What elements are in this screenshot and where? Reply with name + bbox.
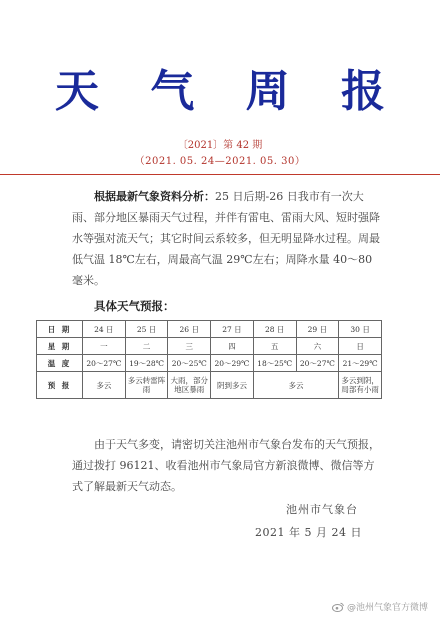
table-cell: 20～29℃ <box>211 355 254 372</box>
notice-paragraph: 由于天气多变，请密切关注池州市气象台发布的天气预报，通过拨打 96121、收看池州市气象局官方新浪微博、微信等方式了解最新天气动态。 <box>72 438 380 493</box>
table-cell: 27 日 <box>211 321 254 338</box>
watermark-text: @池州气象官方微博 <box>346 603 428 613</box>
table-cell: 30 日 <box>339 321 382 338</box>
table-cell: 25 日 <box>125 321 168 338</box>
table-cell: 28 日 <box>253 321 296 338</box>
table-cell: 大雨，部分地区暴雨 <box>168 372 211 399</box>
signature-date: 2021 年 5 月 24 日 <box>255 526 362 539</box>
header-divider <box>0 174 440 175</box>
row-label-temperature: 温 度 <box>37 355 83 372</box>
weibo-icon <box>332 602 344 612</box>
table-cell: 多云转雷阵雨 <box>125 372 168 399</box>
table-cell: 四 <box>211 338 254 355</box>
table-cell: 五 <box>253 338 296 355</box>
table-cell: 24 日 <box>83 321 126 338</box>
issue-number: 〔2021〕第 42 期 <box>177 140 263 151</box>
table-cell-merged: 多云 <box>253 372 338 399</box>
table-row-date <box>37 321 382 338</box>
row-label-forecast: 预 报 <box>37 372 83 399</box>
summary-paragraph <box>72 186 382 291</box>
row-label-date: 日 期 <box>37 321 83 338</box>
signature-org: 池州市气象台 <box>286 503 358 516</box>
row-label-weekday: 星 期 <box>37 338 83 355</box>
table-cell: 26 日 <box>168 321 211 338</box>
table-cell: 20～27℃ <box>83 355 126 372</box>
summary-text: 25 日后期-26 日我市有一次大雨、部分地区暴雨天气过程，并伴有雷电、雷雨大风、短时强降水等强对流天气；其它时间云系较多，但无明显降水过程。周最低气温 18℃左右，周最高气温 29℃左右；周降水量 40～80 毫米。 <box>72 190 380 287</box>
table-cell: 一 <box>83 338 126 355</box>
table-cell: 20～25℃ <box>168 355 211 372</box>
issue-period: （2021. 05. 24—2021. 05. 30） <box>134 156 306 167</box>
forecast-table <box>36 320 382 399</box>
watermark <box>332 600 428 613</box>
forecast-heading: 具体天气预报： <box>94 299 175 313</box>
table-cell: 阴到多云 <box>211 372 254 399</box>
table-row-weekday <box>37 338 382 355</box>
page-title: 天 气 周 报 <box>55 66 403 117</box>
summary-lead: 根据最新气象资料分析： <box>94 190 215 203</box>
table-cell: 三 <box>168 338 211 355</box>
table-cell: 多云到阴，局部有小雨 <box>339 372 382 399</box>
table-cell: 19～28℃ <box>125 355 168 372</box>
table-cell: 20～27℃ <box>296 355 339 372</box>
table-cell: 18～25℃ <box>253 355 296 372</box>
table-cell: 21～29℃ <box>339 355 382 372</box>
table-row-forecast <box>37 372 382 399</box>
table-cell: 六 <box>296 338 339 355</box>
table-cell: 29 日 <box>296 321 339 338</box>
table-cell: 多云 <box>83 372 126 399</box>
table-cell: 日 <box>339 338 382 355</box>
table-row-temperature <box>37 355 382 372</box>
table-cell: 二 <box>125 338 168 355</box>
